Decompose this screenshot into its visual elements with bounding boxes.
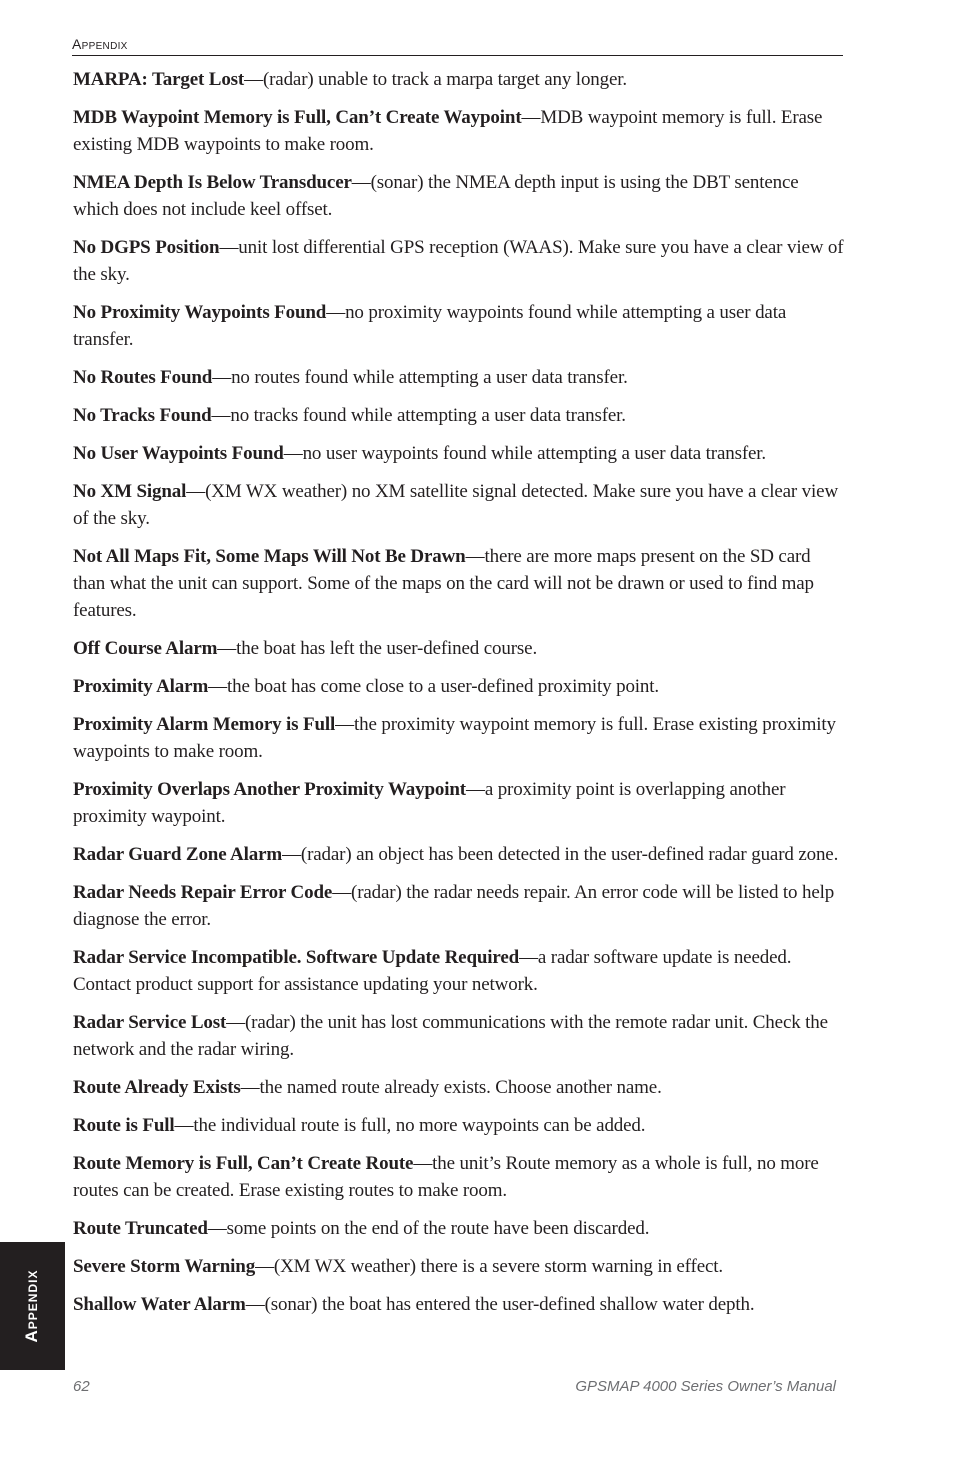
message-term: Off Course Alarm — [73, 638, 218, 659]
message-description: —MDB waypoint memory is full. Erase existing MDB waypoints to make room. — [73, 107, 823, 155]
message-term: Shallow Water Alarm — [73, 1294, 246, 1315]
message-description: —no user waypoints found while attempting a user data transfer. — [283, 443, 767, 464]
message-term: No Routes Found — [73, 367, 213, 388]
message-entry — [73, 299, 845, 353]
page-number: 62 — [73, 1378, 90, 1395]
message-term: Route Truncated — [73, 1218, 208, 1239]
message-description: —the unit’s Route memory as a whole is full, no more routes can be created. Erase existing routes to make room. — [73, 1153, 819, 1201]
message-description: —some points on the end of the route have been discarded. — [207, 1218, 650, 1239]
running-header — [72, 35, 843, 56]
message-description: —the named route already exists. Choose another name. — [240, 1077, 662, 1098]
message-entry — [73, 776, 845, 830]
message-entry — [73, 234, 845, 288]
message-entry — [73, 841, 845, 868]
message-list — [73, 66, 845, 1329]
message-term: No Tracks Found — [73, 405, 212, 426]
message-term: MARPA: Target Lost — [73, 69, 245, 90]
message-description: —(sonar) the NMEA depth input is using the DBT sentence which does not include keel offset. — [73, 172, 799, 220]
message-entry — [73, 543, 845, 624]
message-description: —no routes found while attempting a user data transfer. — [212, 367, 628, 388]
message-term: Proximity Alarm Memory is Full — [73, 714, 336, 735]
message-term: No DGPS Position — [73, 237, 220, 258]
message-term: Radar Needs Repair Error Code — [73, 882, 333, 903]
message-description: —the boat has come close to a user-defined proximity point. — [208, 676, 659, 697]
message-entry — [73, 1215, 845, 1242]
message-entry — [73, 104, 845, 158]
message-entry — [73, 1009, 845, 1063]
message-entry — [73, 440, 845, 467]
message-term: No Proximity Waypoints Found — [73, 302, 327, 323]
message-term: No User Waypoints Found — [73, 443, 284, 464]
message-term: Route Memory is Full, Can’t Create Route — [73, 1153, 414, 1174]
message-entry — [73, 66, 845, 93]
message-entry — [73, 364, 845, 391]
side-tab-label: Appendix — [22, 1269, 41, 1343]
message-term: No XM Signal — [73, 481, 187, 502]
message-description: —no proximity waypoints found while attempting a user data transfer. — [73, 302, 787, 350]
message-entry — [73, 673, 845, 700]
message-entry — [73, 1074, 845, 1101]
message-description: —the individual route is full, no more waypoints can be added. — [174, 1115, 646, 1136]
message-description: —unit lost differential GPS reception (WAAS). Make sure you have a clear view of the sky. — [73, 237, 844, 285]
message-entry — [73, 1150, 845, 1204]
message-description: —(XM WX weather) there is a severe storm warning in effect. — [255, 1256, 723, 1277]
message-description: —no tracks found while attempting a user data transfer. — [211, 405, 626, 426]
message-entry — [73, 635, 845, 662]
message-entry — [73, 169, 845, 223]
manual-title: GPSMAP 4000 Series Owner’s Manual — [575, 1378, 836, 1395]
message-term: Proximity Alarm — [73, 676, 209, 697]
message-entry — [73, 478, 845, 532]
message-description: —(radar) the radar needs repair. An error code will be listed to help diagnose the error. — [73, 882, 835, 930]
message-description: —there are more maps present on the SD card than what the unit can support. Some of the maps on the card will not be drawn or used to find map features. — [73, 546, 814, 621]
message-description: —a proximity point is overlapping another proximity waypoint. — [73, 779, 786, 827]
message-description: —the boat has left the user-defined course. — [217, 638, 538, 659]
message-term: Route is Full — [73, 1115, 175, 1136]
message-description: —the proximity waypoint memory is full. Erase existing proximity waypoints to make room. — [73, 714, 836, 762]
message-term: Radar Service Incompatible. Software Update Required — [73, 947, 520, 968]
message-description: —(radar) the unit has lost communications with the remote radar unit. Check the network and the radar wiring. — [73, 1012, 828, 1060]
message-description: —(XM WX weather) no XM satellite signal detected. Make sure you have a clear view of the sky. — [73, 481, 839, 529]
message-entry — [73, 1112, 845, 1139]
message-term: Not All Maps Fit, Some Maps Will Not Be Drawn — [73, 546, 466, 567]
message-entry — [73, 879, 845, 933]
message-entry — [73, 402, 845, 429]
header-section-label: Appendix — [72, 36, 128, 52]
message-term: NMEA Depth Is Below Transducer — [73, 172, 352, 193]
message-entry — [73, 944, 845, 998]
message-term: Proximity Overlaps Another Proximity Waypoint — [73, 779, 466, 800]
message-description: —a radar software update is needed. Contact product support for assistance updating your network. — [73, 947, 792, 995]
message-description: —(sonar) the boat has entered the user-defined shallow water depth. — [245, 1294, 755, 1315]
message-description: —(radar) an object has been detected in the user-defined radar guard zone. — [282, 844, 839, 865]
appendix-side-tab — [0, 1242, 65, 1370]
message-term: Radar Service Lost — [73, 1012, 227, 1033]
message-term: Radar Guard Zone Alarm — [73, 844, 283, 865]
message-description: —(radar) unable to track a marpa target any longer. — [244, 69, 628, 90]
message-term: MDB Waypoint Memory is Full, Can’t Create Waypoint — [73, 107, 522, 128]
message-term: Severe Storm Warning — [73, 1256, 256, 1277]
message-entry — [73, 1291, 845, 1318]
message-entry — [73, 711, 845, 765]
message-entry — [73, 1253, 845, 1280]
message-term: Route Already Exists — [73, 1077, 241, 1098]
